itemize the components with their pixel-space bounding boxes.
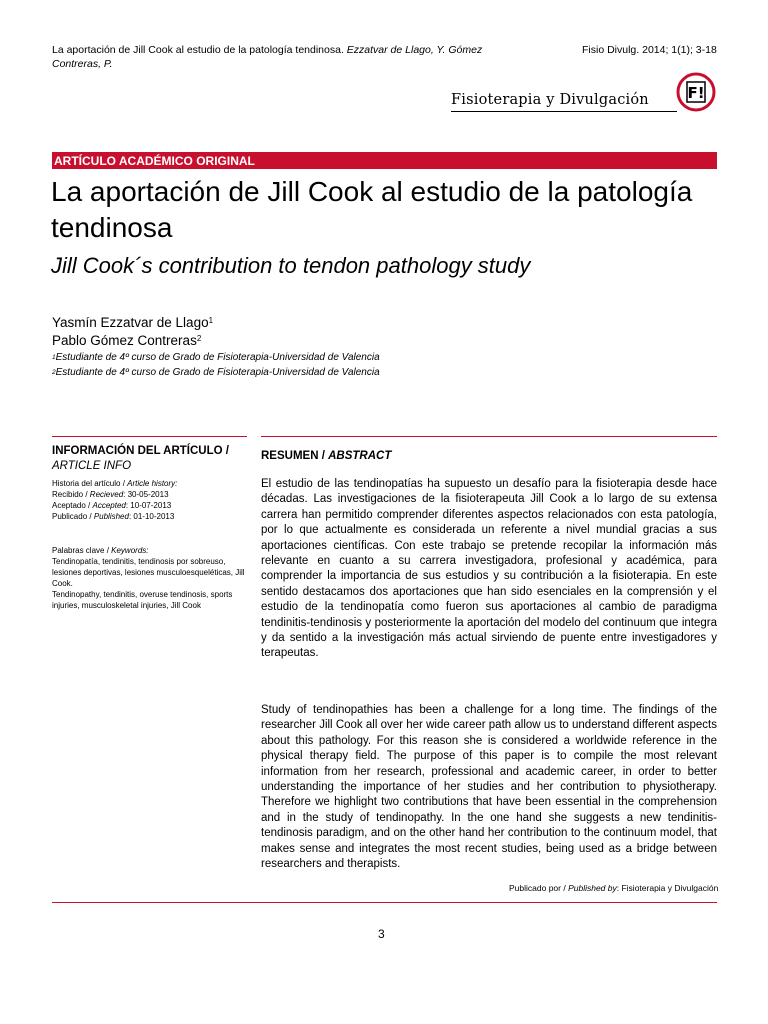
affiliation-text: Estudiante de 4º curso de Grado de Fisioterapia-Universidad de Valencia [55, 352, 380, 363]
abstract-paragraph: Study of tendinopathies has been a challenge for a long time. The findings of the researcher Jill Cook all over her wide career path allow us to understand different aspects about this pathology. For this reason she is considered a worldwide reference in the physical therapy field. The purpose of this paper is to compile the most relevant information from her research, professional and academic career, in order to better understanding the importance of her studies and her contribution to physiotherapy. Therefore we highlight two contributions that have been essential in the comprehension and in the study of tendinopathy. In the one hand she suggests a new tendinitis-tendinosis paradigm, and on the other hand her contribution to the continuum model, that makes sense and integrates the most recent studies, being used as a bridge between researchers and therapists. [261, 704, 717, 871]
keywords-es: Tendinopatía, tendinitis, tendinosis por sobreuso, lesiones deportivas, lesiones musculoesqueléticas, Jill Cook. [52, 557, 245, 588]
author-sup: 2 [196, 334, 202, 343]
article-history [52, 478, 247, 522]
published-date: Publicado / Published: 01-10-2013 [52, 512, 175, 521]
received-date: Recibido / Recieved: 30-05-2013 [52, 490, 169, 499]
author-name: Yasmín Ezzatvar de Llago [52, 315, 209, 330]
article-type-label: ARTÍCULO ACADÉMICO ORIGINAL [54, 154, 255, 168]
affiliation-2 [52, 366, 380, 379]
article-title-es: La aportación de Jill Cook al estudio de la patología tendinosa [51, 176, 693, 243]
resumen-paragraph: El estudio de las tendinopatías ha supuesto un desafío para la fisioterapia desde hace décadas. Las investigaciones de la fisioterapeuta Jill Cook a lo largo de su extensa carrera han permitido comprender diferentes aspectos relacionados con esta patología, por lo que actualmente es considerada un referente a nivel mundial gracias a sus aportaciones científicas. Con este trabajo se pretende recopilar la información más relevante en cuanto a su carrera investigadora, profesional y académica, para comprender la importancia de sus estudios y su contribución a la fisioterapia. En este sentido destacamos dos aportaciones que han sido esenciales en la comprensión y el estudio de la tendinopatía como fueron sus aportaciones al cambio de paradigma tendinitis-tendinosis y posteriormente la aportación del modelo del continuum que integra y da sentido a la investigación más actual sirviendo de puente entre investigadores y terapeutas. [261, 478, 717, 660]
article-title-en: Jill Cook´s contribution to tendon pathology study [51, 253, 531, 278]
citation-authors: Ezzatvar de Llago, Y. Gómez Contreras, P. [52, 44, 483, 70]
journal-reference: Fisio Divulg. 2014; 1(1); 3-18 [582, 44, 717, 56]
affiliation-1 [52, 351, 380, 364]
logo-text: F! [687, 84, 705, 102]
journal-underline [451, 111, 677, 112]
author-1 [52, 314, 213, 332]
divider-bottom [52, 902, 717, 903]
article-info-heading-es: INFORMACIÓN DEL ARTÍCULO / [52, 445, 229, 457]
keywords-en: Tendinopathy, tendinitis, overuse tendinosis, sports injuries, musculoskeletal injuries, Jill Cook [52, 590, 233, 610]
affiliation-sup: 2 [52, 369, 56, 376]
journal-logo-icon [676, 72, 716, 112]
affiliation-sup: 1 [52, 354, 56, 361]
affiliation-text: Estudiante de 4º curso de Grado de Fisioterapia-Universidad de Valencia [55, 367, 380, 378]
history-label: Historia del artículo / Article history: [52, 479, 178, 488]
article-info-heading [52, 444, 247, 474]
running-header-citation [52, 43, 522, 71]
keywords-label: Palabras clave / Keywords: [52, 546, 149, 555]
citation-title: La aportación de Jill Cook al estudio de la patología tendinosa. [52, 44, 344, 56]
divider-right-top [261, 436, 717, 437]
article-info-heading-en: ARTICLE INFO [52, 460, 132, 472]
page-number: 3 [378, 927, 385, 941]
article-type-banner [52, 152, 717, 169]
accepted-date: Aceptado / Accepted: 10-07-2013 [52, 501, 172, 510]
published-by: Publicado por / Published by: Fisioterapia y Divulgación [509, 883, 719, 893]
keywords-block [52, 545, 252, 611]
author-name: Pablo Gómez Contreras [52, 333, 197, 348]
divider-left-top [52, 436, 247, 437]
abstract-heading: RESUMEN / ABSTRACT [261, 450, 392, 462]
author-sup: 1 [208, 316, 214, 325]
author-2 [52, 332, 201, 350]
journal-name: Fisioterapia y Divulgación [451, 92, 649, 108]
